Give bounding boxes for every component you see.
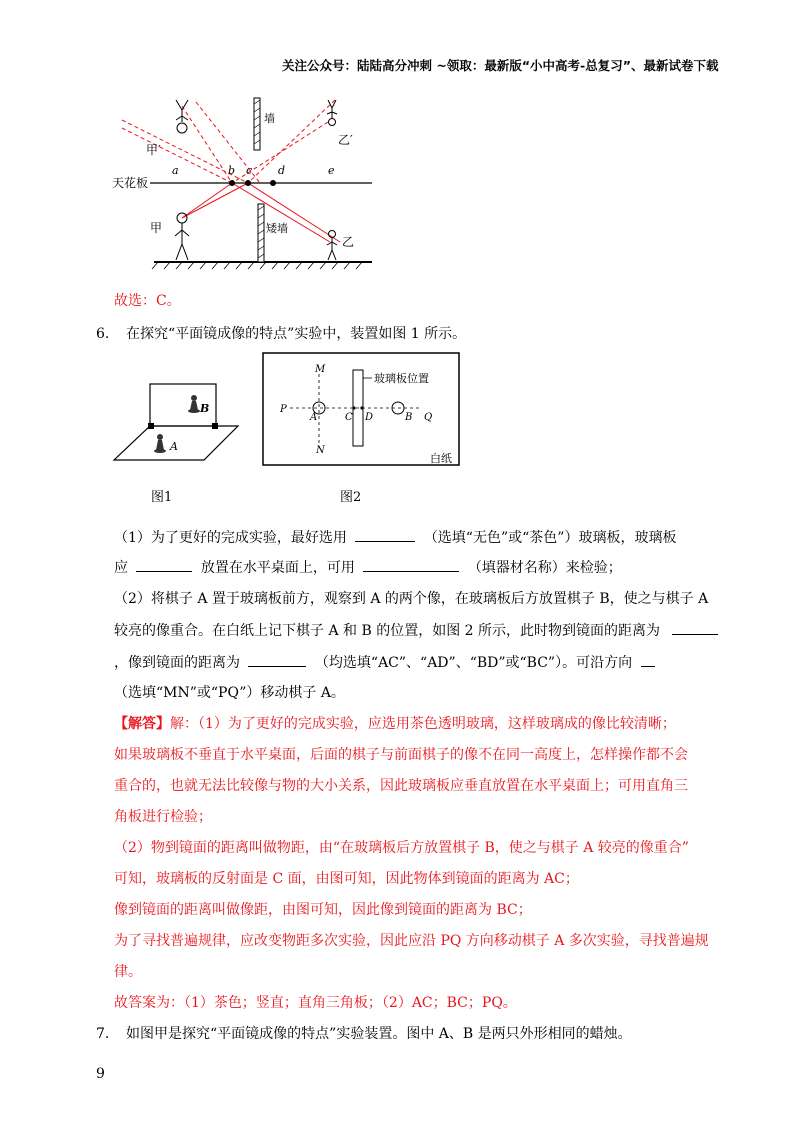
svg-text:玻璃板位置: 玻璃板位置 xyxy=(374,372,429,385)
q6-answer-line1: 【解答】解：（1）为了更好的完成实验，应选用茶色透明玻璃，这样玻璃成的像比较清晰； xyxy=(114,716,676,732)
q6-answer-line2: 如果玻璃板不垂直于水平桌面，后面的棋子与前面棋子的像不在同一高度上，怎样操作都不会 xyxy=(114,747,688,763)
svg-text:C: C xyxy=(345,412,353,423)
yi-figure xyxy=(327,231,337,261)
svg-text:M: M xyxy=(315,364,326,375)
q6-answer-line6: 可知，玻璃板的反射面是 C 面，由图可知，因此物体到镜面的距离为 AC； xyxy=(114,871,579,887)
q6-part1-line1: （1）为了更好的完成实验，最好选用 （选填“无色”或“茶色”）玻璃板，玻璃板 xyxy=(114,527,676,548)
svg-text:A: A xyxy=(170,440,178,453)
svg-text:A: A xyxy=(310,412,318,423)
q6-answer-line7: 像到镜面的距离叫做像距，由图可知，因此像到镜面的距离为 BC； xyxy=(114,902,532,918)
q6-answer-line10: 故答案为：（1）茶色；竖直；直角三角板；（2）AC；BC；PQ。 xyxy=(114,995,517,1011)
jia-image-figure xyxy=(176,100,188,133)
svg-text:墙: 墙 xyxy=(264,112,275,125)
q6-answer-line3: 重合的，也就无法比较像与物的大小关系，因此玻璃板应垂直放置在水平桌面上；可用直角三 xyxy=(114,778,688,794)
blank-4[interactable] xyxy=(672,620,718,635)
svg-text:N: N xyxy=(316,445,325,456)
svg-text:矮墙: 矮墙 xyxy=(266,222,288,235)
svg-text:白纸: 白纸 xyxy=(430,452,452,465)
page-number: 9 xyxy=(96,1066,105,1082)
yi-image-figure xyxy=(327,100,337,126)
q6-part2-line3: ，像到镜面的距离为 （均选填“AC”、“AD”、“BD”或“BC”）。可沿方向 xyxy=(114,652,655,673)
svg-text:B: B xyxy=(200,402,210,415)
q6-number: 6. xyxy=(96,326,110,342)
q6-part2-line1: （2）将棋子 A 置于玻璃板前方，观察到 A 的两个像，在玻璃板后方放置棋子 B，使之与棋子 A xyxy=(114,591,709,607)
chess-piece-b xyxy=(188,395,200,413)
svg-text:e: e xyxy=(328,164,335,177)
figure-2-caption: 图2 xyxy=(340,490,362,505)
svg-text:甲′: 甲′ xyxy=(146,143,161,157)
svg-text:a: a xyxy=(172,164,179,177)
q6-part1-line2: 应 放置在水平桌面上，可用 （填器材名称）来检验； xyxy=(114,557,622,578)
svg-text:乙: 乙 xyxy=(342,235,355,249)
svg-text:天花板: 天花板 xyxy=(112,176,149,190)
q6-part2-line4: （选填“MN”或“PQ”）移动棋子 A。 xyxy=(114,685,345,701)
svg-text:c: c xyxy=(246,164,253,177)
answer-q5: 故选：C。 xyxy=(114,293,181,309)
svg-text:乙′: 乙′ xyxy=(338,133,353,147)
svg-text:P: P xyxy=(280,404,287,415)
svg-text:d: d xyxy=(278,164,286,177)
figure-1 xyxy=(112,370,252,470)
q7-stem: 如图甲是探究“平面镜成像的特点”实验装置。图中 A、B 是两只外形相同的蜡烛。 xyxy=(126,1026,632,1042)
q6-stem: 在探究“平面镜成像的特点”实验中，装置如图 1 所示。 xyxy=(126,326,467,342)
blank-3[interactable] xyxy=(363,557,459,572)
blank-2[interactable] xyxy=(136,557,192,572)
q6-part2-line2: 较亮的像重合。在白纸上记下棋子 A 和 B 的位置，如图 2 所示，此时物到镜面的距离为 xyxy=(114,620,718,641)
q6-answer-line4: 角板进行检验； xyxy=(114,809,212,825)
svg-text:Q: Q xyxy=(424,412,433,423)
svg-text:B: B xyxy=(405,412,413,423)
chess-piece-a xyxy=(154,434,166,453)
svg-text:D: D xyxy=(365,412,374,423)
q6-answer-line8: 为了寻找普遍规律，应改变物距多次实验，因此应沿 PQ 方向移动棋子 A 多次实验，寻找普遍规 xyxy=(114,933,709,949)
ceiling-reflection-diagram xyxy=(110,92,380,270)
blank-6[interactable] xyxy=(641,652,655,667)
jia-figure xyxy=(175,213,189,260)
figure-2 xyxy=(262,352,462,468)
svg-text:甲: 甲 xyxy=(150,221,163,235)
figure-1-caption: 图1 xyxy=(151,490,173,505)
blank-1[interactable] xyxy=(355,527,415,542)
page-header: 关注公众号：陆陆高分冲刺 ~领取：最新版“小中高考-总复习”、最新试卷下载 xyxy=(282,58,719,73)
q6-answer-line5: （2）物到镜面的距离叫做物距，由“在玻璃板后方放置棋子 B，使之与棋子 A 较亮的像重合” xyxy=(114,840,689,856)
blank-5[interactable] xyxy=(248,652,306,667)
svg-text:b: b xyxy=(228,164,236,177)
q6-answer-line9: 律。 xyxy=(114,964,142,980)
q7-number: 7. xyxy=(96,1026,110,1042)
